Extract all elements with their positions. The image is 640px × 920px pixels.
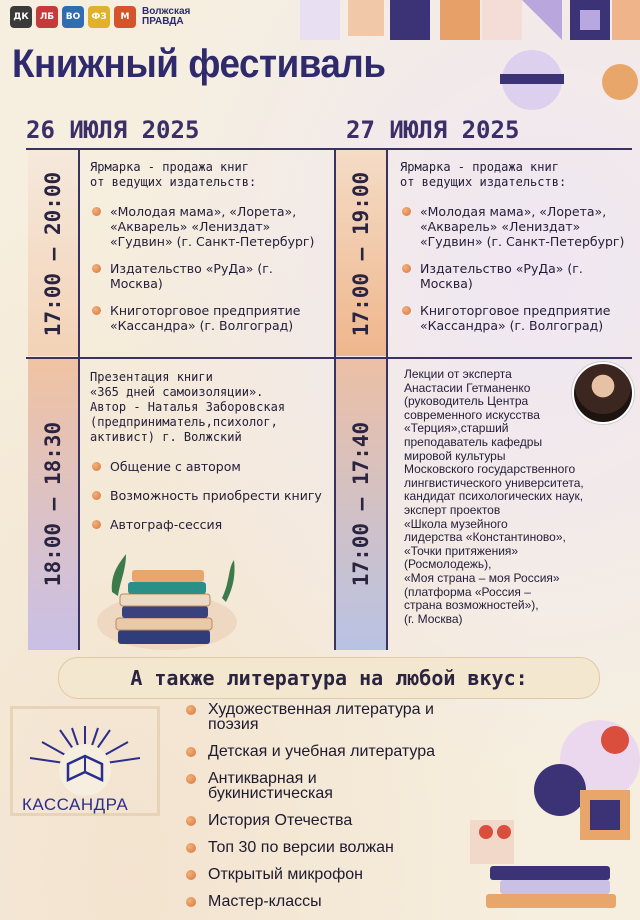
- day1-slot1-timebar: [28, 150, 78, 356]
- newspaper-line1: Волжская: [142, 6, 191, 17]
- logo-1: ДК: [10, 6, 32, 28]
- day2-fair-heading1: Ярмарка - продажа книг: [400, 160, 559, 174]
- genre-item: Художественная литература и поэзия: [186, 702, 488, 732]
- presentation-item: Автограф-сессия: [90, 517, 330, 532]
- grid-line-v2: [334, 148, 336, 650]
- day2-slot2-timebar: [336, 358, 386, 650]
- presentation-line: Презентация книги: [90, 370, 213, 384]
- presentation-line: (предприниматель,психолог,: [90, 415, 278, 429]
- lecture-line: преподаватель кафедры: [404, 434, 543, 449]
- kassandra-label: КАССАНДРА: [22, 795, 129, 814]
- page-title: Книжный фестиваль: [12, 42, 386, 86]
- presentation-line: активист) г. Волжский: [90, 430, 242, 444]
- lecture-line: (г. Москва): [404, 611, 463, 626]
- genre-item: Мастер-классы: [186, 894, 516, 909]
- day1-presentation-block: [90, 370, 330, 532]
- partner-logos: [10, 6, 190, 28]
- presentation-line: Автор - Наталья Заборовская: [90, 400, 286, 414]
- grid-line-middle: [26, 357, 632, 359]
- presentation-line: «365 дней самоизоляции».: [90, 385, 264, 399]
- logo-4: ФЗ: [88, 6, 110, 28]
- genre-item: Антикварная и букинистическая: [186, 771, 388, 801]
- grid-line-v3: [386, 148, 388, 650]
- lecture-line: (руководитель Центра: [404, 394, 529, 409]
- grid-line-v1: [78, 148, 80, 650]
- lecture-line: лингвистического университета,: [404, 475, 584, 490]
- day2-slot2-time: 17:00 – 17:40: [349, 421, 373, 587]
- genre-item: Топ 30 по версии волжан: [186, 840, 516, 855]
- day2-slot1-timebar: [336, 150, 386, 356]
- logo-5: М: [114, 6, 136, 28]
- genre-list: [186, 702, 516, 909]
- day1-fair-heading2: от ведущих издательств:: [90, 175, 257, 189]
- lecture-line: эксперт проектов: [404, 502, 501, 517]
- lecture-line: (платформа «Россия –: [404, 584, 531, 599]
- day1-fair-item: «Молодая мама», «Лорета», «Акварель» «Лениздат» «Гудвин» (г. Санкт-Петербург): [90, 204, 328, 249]
- presentation-item: Возможность приобрести книгу: [90, 488, 330, 503]
- day1-fair-item: Издательство «РуДа» (г. Москва): [90, 261, 328, 291]
- day2-fair-item: «Молодая мама», «Лорета», «Акварель» «Лениздат» «Гудвин» (г. Санкт-Петербург): [400, 204, 634, 249]
- lecture-line: Лекции от эксперта: [404, 367, 512, 381]
- day2-fair-item: Книготорговое предприятие «Кассандра» (г. Волгоград): [400, 303, 634, 333]
- newspaper-line2: ПРАВДА: [142, 16, 184, 27]
- day1-fair-block: [90, 160, 328, 333]
- grid-line-top: [26, 148, 632, 150]
- logo-2: ЛБ: [36, 6, 58, 28]
- lecture-line: Московского государственного: [404, 462, 576, 477]
- day1-slot2-time: 18:00 – 18:30: [41, 421, 65, 587]
- day2-fair-item: Издательство «РуДа» (г. Москва): [400, 261, 634, 291]
- lecture-line: страна возможностей»),: [404, 598, 539, 613]
- day1-fair-heading1: Ярмарка - продажа книг: [90, 160, 249, 174]
- genre-item: Открытый микрофон: [186, 867, 516, 882]
- lecture-line: современного искусства: [404, 407, 540, 422]
- lecture-line: (Росмолодежь),: [404, 557, 492, 572]
- lecture-line: «Моя страна – моя Россия»: [404, 570, 560, 585]
- day2-date: 27 ИЮЛЯ 2025: [346, 116, 520, 144]
- lecture-line: «Школа музейного: [404, 516, 508, 531]
- books-stack-illustration: [92, 552, 242, 652]
- lecture-line: «Терция»,старший: [404, 421, 509, 436]
- logo-3: ВО: [62, 6, 84, 28]
- newspaper-logo: [142, 7, 190, 27]
- lecture-line: Анастасии Гетманенко: [404, 380, 531, 395]
- day2-lecture-block: [404, 368, 632, 626]
- day1-slot2-timebar: [28, 358, 78, 650]
- day2-slot1-time: 17:00 – 19:00: [349, 171, 373, 337]
- day1-fair-item: Книготорговое предприятие «Кассандра» (г. Волгоград): [90, 303, 328, 333]
- day2-fair-heading2: от ведущих издательств:: [400, 175, 567, 189]
- day2-fair-block: [400, 160, 634, 333]
- presentation-item: Общение с автором: [90, 459, 330, 474]
- day1-slot1-time: 17:00 – 20:00: [41, 171, 65, 337]
- lecture-line: лидерства «Константиново»,: [404, 530, 566, 545]
- day1-date: 26 ИЮЛЯ 2025: [26, 116, 200, 144]
- lecture-line: «Точки притяжения»: [404, 543, 519, 558]
- genre-item: История Отечества: [186, 813, 516, 828]
- genre-item: Детская и учебная литература: [186, 744, 516, 759]
- also-banner: А также литература на любой вкус:: [58, 657, 600, 699]
- lecture-line: кандидат психологических наук,: [404, 489, 584, 504]
- lecture-line: мировой культуры: [404, 448, 506, 463]
